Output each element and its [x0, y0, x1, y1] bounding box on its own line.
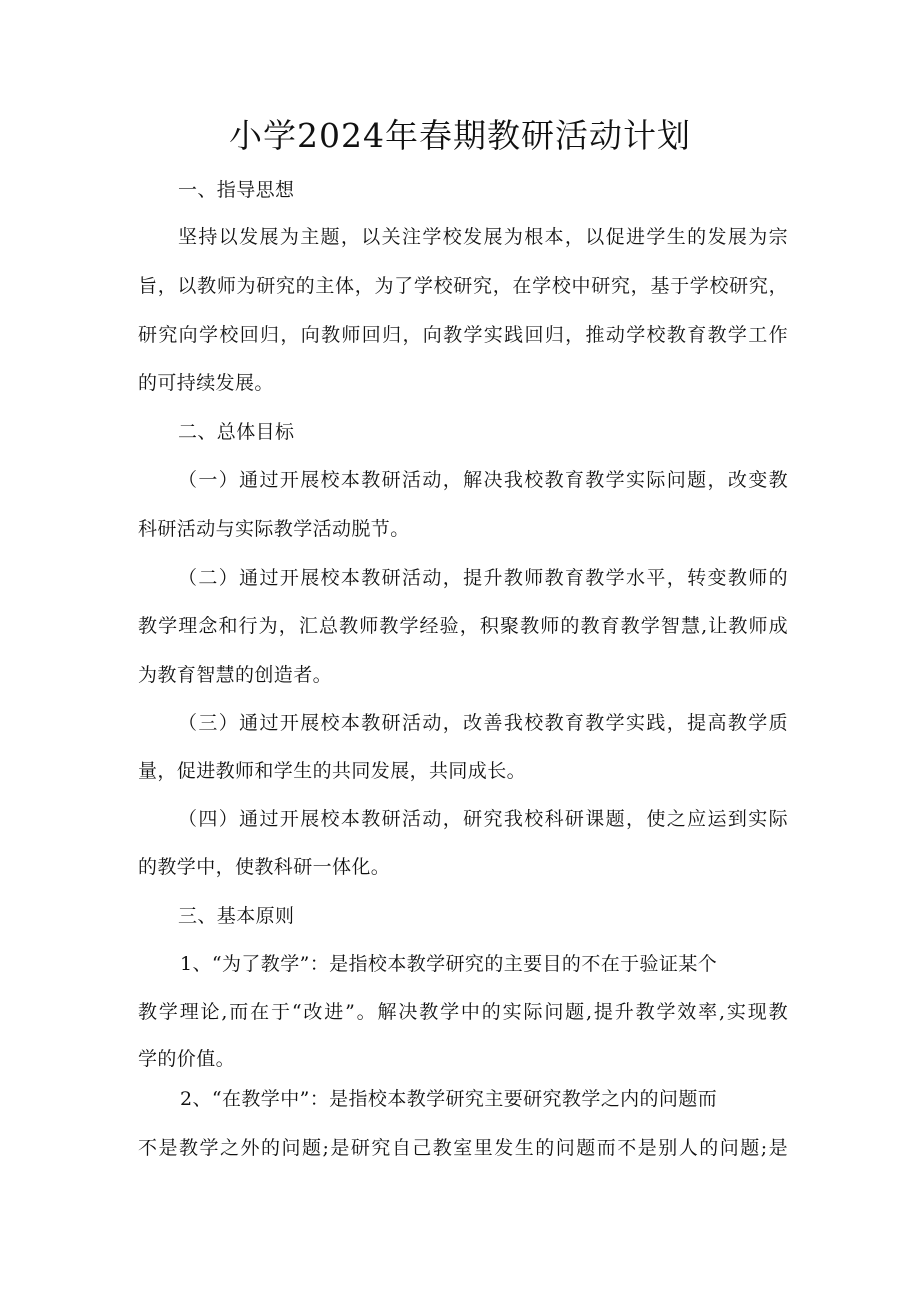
paragraph-line: 教学理念和行为，汇总教师教学经验，积聚教师的教育教学智慧,让教师成	[138, 615, 788, 637]
paragraph-line: 的可持续发展。	[138, 372, 274, 394]
paragraph-line: 2、“在教学中”：是指校本教学研究主要研究教学之内的问题而	[180, 1088, 718, 1110]
document-title: 小学2024年春期教研活动计划	[229, 116, 691, 155]
paragraph-line: （四）通过开展校本教研活动，研究我校科研课题，使之应运到实际	[178, 808, 788, 830]
paragraph-line: 学的价值。	[138, 1048, 236, 1070]
paragraph-line: （一）通过开展校本教研活动，解决我校教育教学实际问题，改变教	[178, 469, 788, 491]
paragraph-line: 研究向学校回归，向教师回归，向教学实践回归，推动学校教育教学工作	[138, 324, 788, 346]
section-heading-guiding-ideology: 一、指导思想	[178, 179, 295, 201]
paragraph-line: 1、“为了教学”：是指校本教学研究的主要目的不在于验证某个	[180, 953, 718, 975]
paragraph-line: 为教育智慧的创造者。	[138, 664, 333, 686]
paragraph-line: 量，促进教师和学生的共同发展，共同成长。	[138, 760, 527, 782]
paragraph-line: 教学理论,而在于“改进”。解决教学中的实际问题,提升教学效率,实现教	[138, 1001, 788, 1023]
section-heading-overall-goals: 二、总体目标	[178, 421, 295, 443]
section-heading-basic-principles: 三、基本原则	[178, 905, 295, 927]
paragraph-line: 科研活动与实际教学活动脱节。	[138, 518, 410, 540]
paragraph-line: （三）通过开展校本教研活动，改善我校教育教学实践，提高教学质	[178, 712, 788, 734]
paragraph-line: 坚持以发展为主题，以关注学校发展为根本，以促进学生的发展为宗	[178, 226, 788, 248]
paragraph-line: 旨，以教师为研究的主体，为了学校研究，在学校中研究，基于学校研究，	[138, 275, 788, 297]
paragraph-line: 的教学中，使教科研一体化。	[138, 856, 391, 878]
paragraph-line: 不是教学之外的问题;是研究自己教室里发生的问题而不是别人的问题;是	[138, 1137, 788, 1159]
paragraph-line: （二）通过开展校本教研活动，提升教师教育教学水平，转变教师的	[178, 567, 788, 589]
